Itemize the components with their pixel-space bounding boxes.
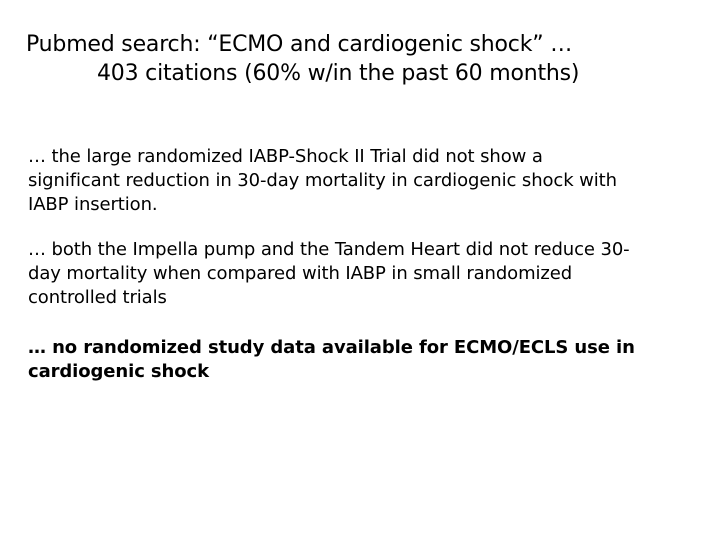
paragraph-line: … the large randomized IABP-Shock II Trial did not show a <box>28 146 543 167</box>
paragraph-line: … no randomized study data available for ECMO/ECLS use in <box>28 337 635 358</box>
paragraph-ecmo-no-data <box>28 336 688 384</box>
title-citation-count: 403 citations (60% w/in the past 60 months) <box>97 61 580 86</box>
paragraph-impella-tandem <box>28 238 688 310</box>
paragraph-line: IABP insertion. <box>28 194 158 215</box>
paragraph-line: day mortality when compared with IABP in small randomized <box>28 263 573 284</box>
paragraph-line: controlled trials <box>28 287 167 308</box>
paragraph-iabp-shock-trial <box>28 145 688 217</box>
paragraph-line: significant reduction in 30-day mortality in cardiogenic shock with <box>28 170 617 191</box>
paragraph-line: … both the Impella pump and the Tandem Heart did not reduce 30- <box>28 239 630 260</box>
title-search-query: Pubmed search: “ECMO and cardiogenic shock” … <box>26 32 573 57</box>
paragraph-line: cardiogenic shock <box>28 361 209 382</box>
